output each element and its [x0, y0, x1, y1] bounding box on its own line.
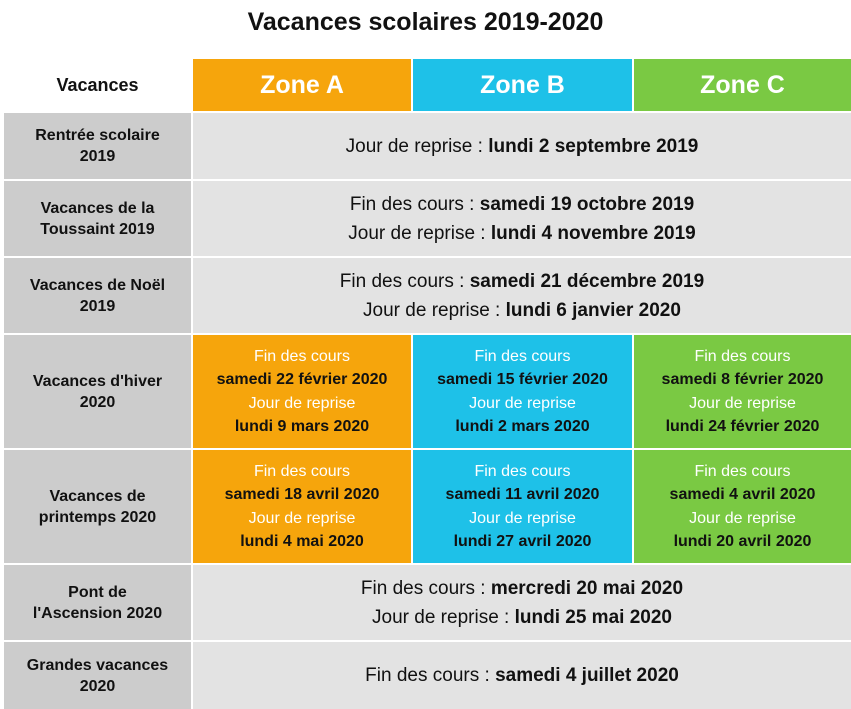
all-zones-cell [191, 640, 851, 709]
all-zones-cell [191, 179, 851, 256]
row-label: Grandes vacances 2020 [4, 640, 191, 709]
date-line: Jour de reprise : lundi 6 janvier 2020 [363, 299, 681, 321]
all-zones-cell [191, 563, 851, 640]
table-row [4, 563, 851, 640]
date-line: Fin des cours : mercredi 20 mai 2020 [360, 577, 684, 599]
table-row [4, 111, 851, 179]
zone-c-cell: Fin des cours samedi 8 février 2020 Jour de reprise lundi 24 février 2020 [632, 333, 851, 448]
table-row [4, 333, 851, 448]
holidays-table [4, 59, 851, 709]
header-zone-b: Zone B [411, 59, 632, 111]
row-label: Vacances de printemps 2020 [4, 448, 191, 563]
row-label: Vacances de Noël 2019 [4, 256, 191, 333]
row-label: Vacances de la Toussaint 2019 [4, 179, 191, 256]
row-label: Pont de l'Ascension 2020 [4, 563, 191, 640]
zone-a-cell: Fin des cours samedi 22 février 2020 Jour de reprise lundi 9 mars 2020 [191, 333, 411, 448]
date-line: Fin des cours : samedi 4 juillet 2020 [365, 665, 679, 686]
date-line: Jour de reprise : lundi 25 mai 2020 [372, 606, 672, 628]
row-label: Vacances d'hiver 2020 [4, 333, 191, 448]
header-row [4, 59, 851, 111]
header-zone-a: Zone A [191, 59, 411, 111]
table-row [4, 640, 851, 709]
zone-b-cell: Fin des cours samedi 15 février 2020 Jour de reprise lundi 2 mars 2020 [411, 333, 632, 448]
date-line: Fin des cours : samedi 21 décembre 2019 [339, 270, 705, 292]
table-row [4, 256, 851, 333]
all-zones-cell [191, 111, 851, 179]
table-row [4, 179, 851, 256]
page-title: Vacances scolaires 2019-2020 [247, 8, 604, 36]
table-row [4, 448, 851, 563]
zone-a-cell: Fin des cours samedi 18 avril 2020 Jour de reprise lundi 4 mai 2020 [191, 448, 411, 563]
date-line: Fin des cours : samedi 19 octobre 2019 [349, 193, 695, 215]
date-line: Jour de reprise : lundi 4 novembre 2019 [348, 222, 696, 244]
zone-b-cell: Fin des cours samedi 11 avril 2020 Jour de reprise lundi 27 avril 2020 [411, 448, 632, 563]
date-line: Jour de reprise : lundi 2 septembre 2019 [345, 135, 699, 157]
row-label: Rentrée scolaire 2019 [4, 111, 191, 179]
header-vacances: Vacances [4, 59, 191, 111]
header-zone-c: Zone C [632, 59, 851, 111]
zone-c-cell: Fin des cours samedi 4 avril 2020 Jour de reprise lundi 20 avril 2020 [632, 448, 851, 563]
all-zones-cell [191, 256, 851, 333]
